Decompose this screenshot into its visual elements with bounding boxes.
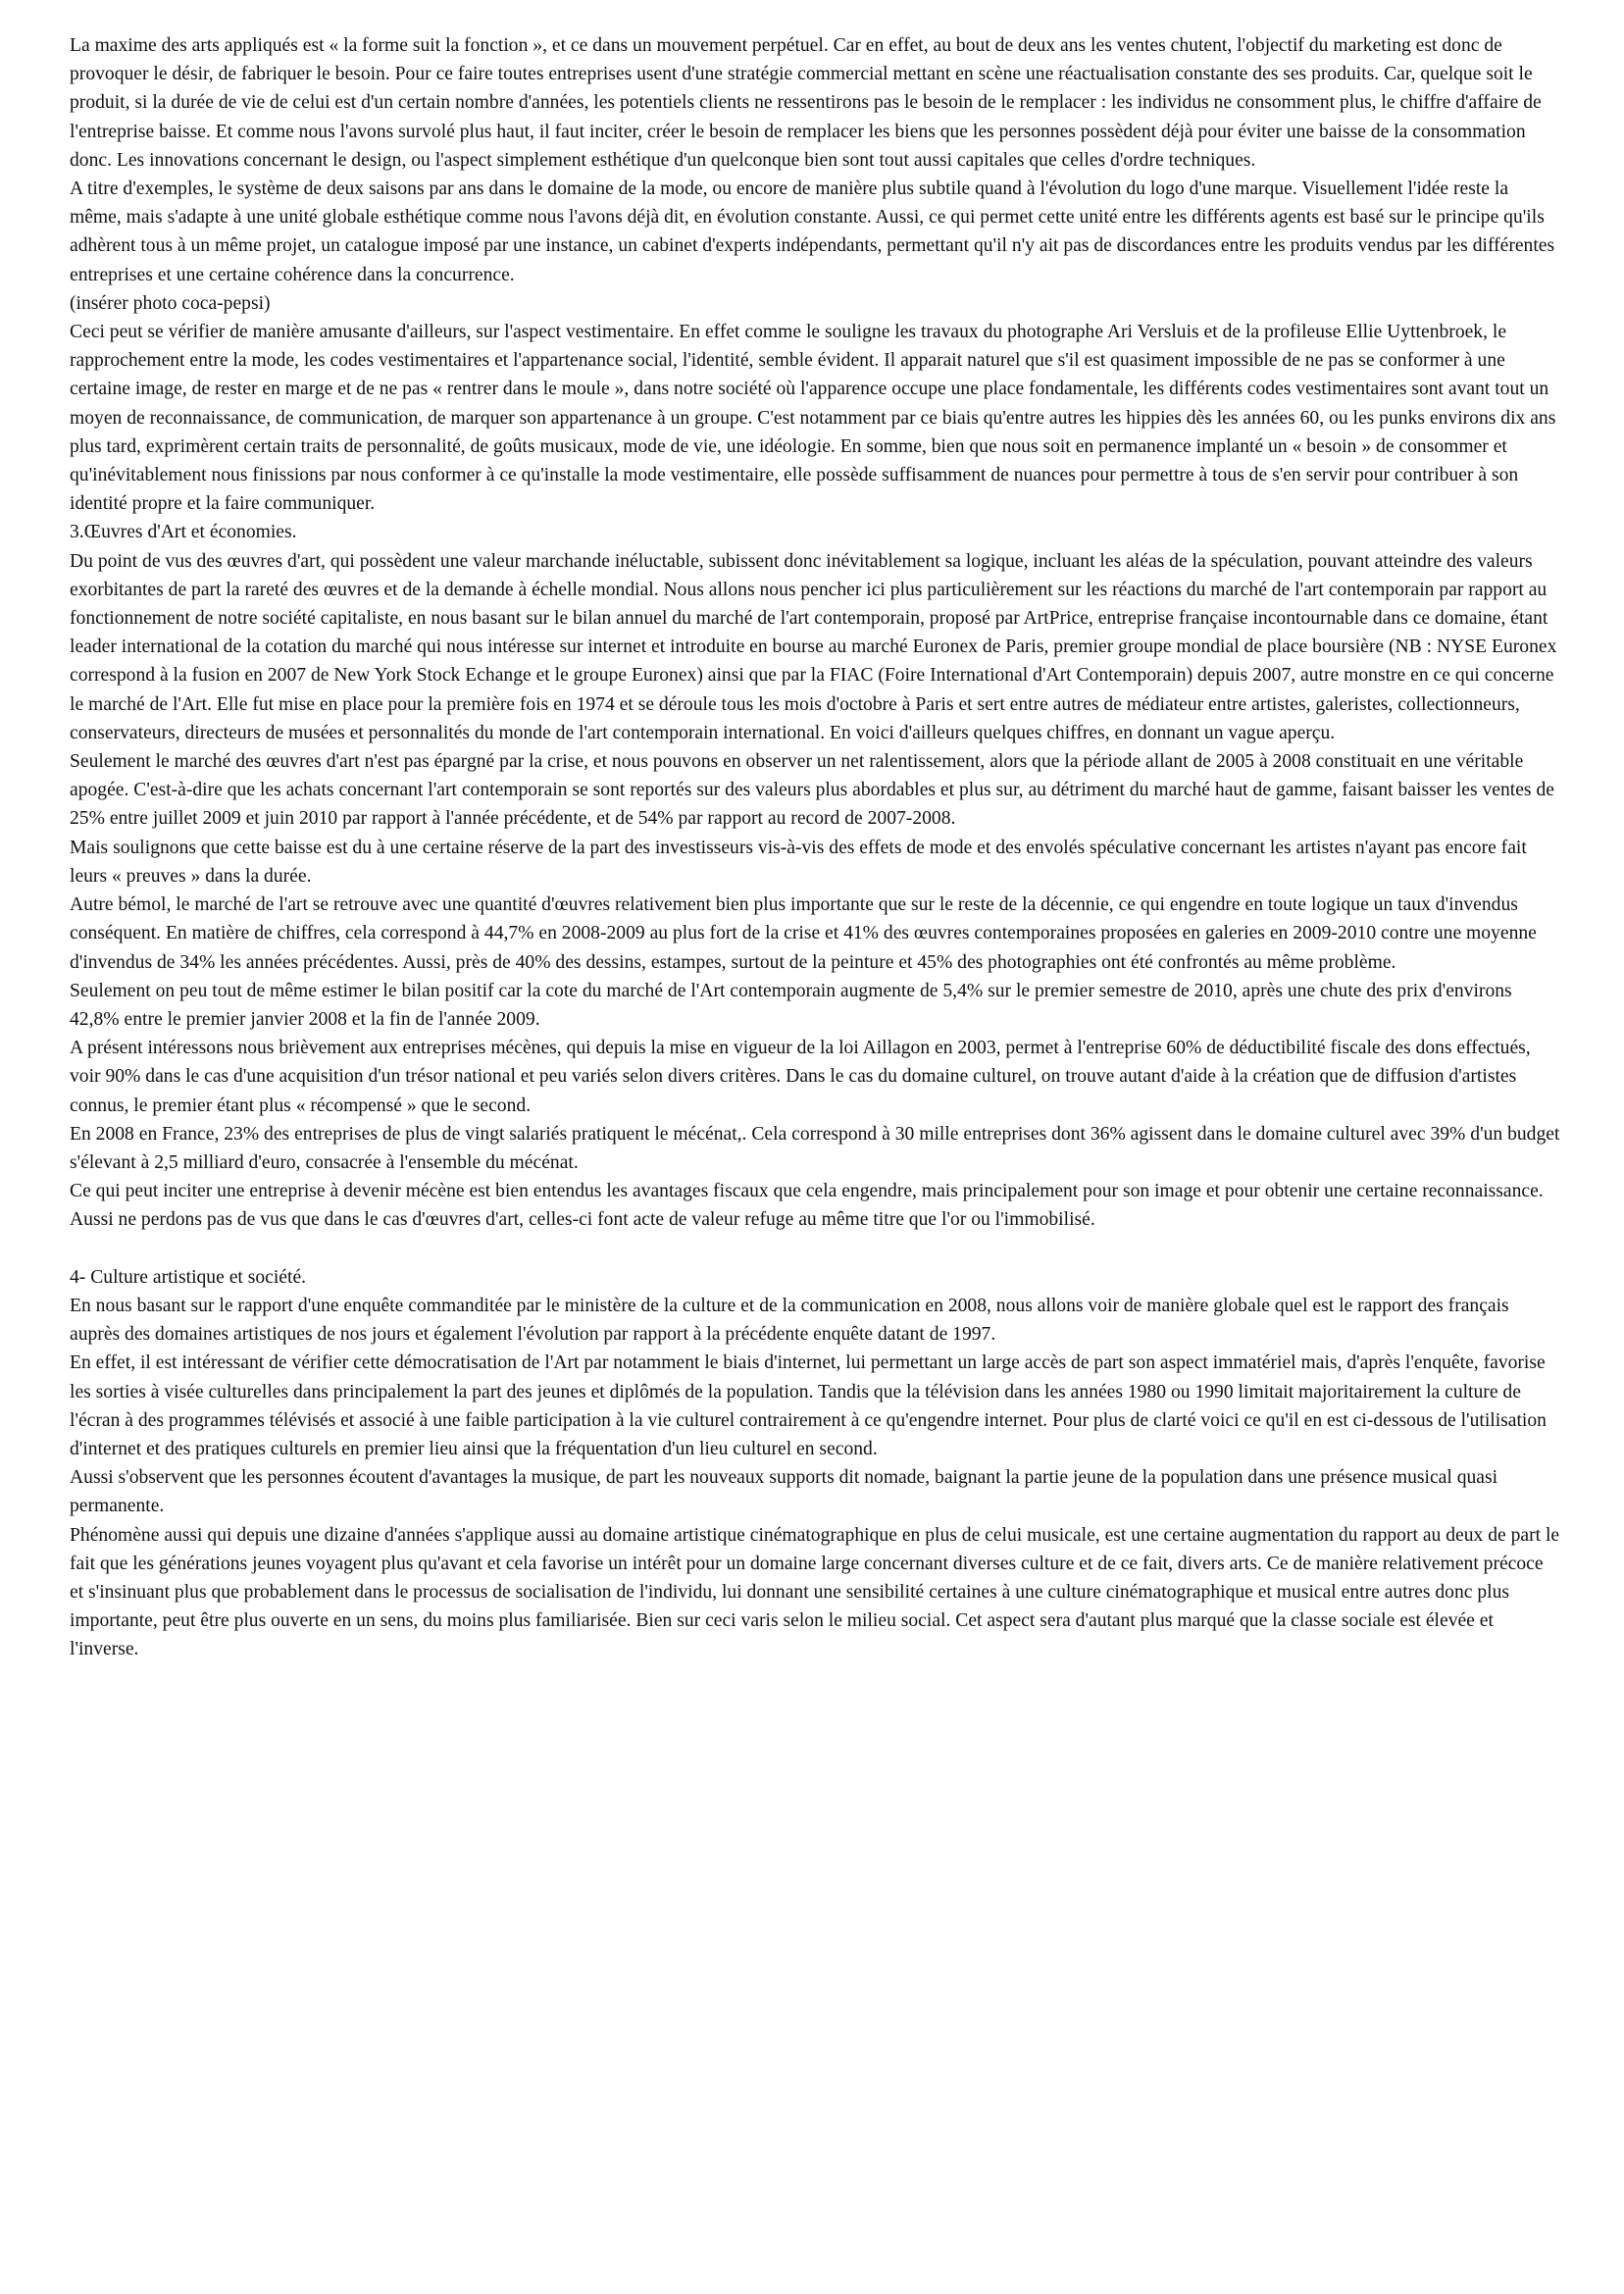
paragraph-design-innovation: La maxime des arts appliqués est « la forme suit la fonction », et ce dans un mouvement perpétuel. Car en effet, au bout de deux ans les ventes chutent, l'objectif du marketing est donc de provoquer le désir, de fabriquer le besoin. Pour ce faire toutes entreprises usent d'une stratégie commercial mettant en scène une réactualisation constante des ses produits. Car, quelque soit le produit, si la durée de vie de celui est d'un certain nombre d'années, les potentiels clients ne ressentirons pas le besoin de le remplacer : les individus ne consomment plus, le chiffre d'affaire de l'entreprise baisse. Et comme nous l'avons survolé plus haut, il faut inciter, créer le besoin de remplacer les biens que les personnes possèdent déjà pour éviter une baisse de la consommation donc. Les innovations concernant le design, ou l'aspect simplement esthétique d'un quelconque bien sont tout aussi capitales que celles d'ordre techniques.: [70, 35, 1542, 171]
section-heading-art-economy: 3.Œuvres d'Art et économies.: [70, 522, 297, 543]
paragraph-unsold-works: Autre bémol, le marché de l'art se retrouve avec une quantité d'œuvres relativement bien plus importante que sur le reste de la décennie, ce qui engendre en toute logique un taux d'invendus conséquent. En matière de chiffres, cela correspond à 44,7% en 2008-2009 au plus fort de la crise et 41% des œuvres contemporaines proposées en galeries en 2009-2010 contre une moyenne d'invendus de 34% les années précédentes. Aussi, près de 40% des dessins, estampes, surtout de la peinture et 45% des photographies ont été confrontés au même problème.: [70, 894, 1537, 973]
paragraph-patronage-motives: Ce qui peut inciter une entreprise à devenir mécène est bien entendus les avantages fiscaux que cela engendre, mais principalement pour son image et pour obtenir une certaine reconnaissance. Aussi ne perdons pas de vus que dans le cas d'œuvres d'art, celles-ci font acte de valeur refuge au même titre que l'or ou l'immobilisé.: [70, 1181, 1544, 1231]
paragraph-clothing-codes: Ceci peut se vérifier de manière amusante d'ailleurs, sur l'aspect vestimentaire. En effet comme le souligne les travaux du photographe Ari Versluis et de la profileuse Ellie Uyttenbroek, le rapprochement entre la mode, les codes vestimentaires et l'appartenance social, l'identité, semble évident. Il apparait naturel que s'il est quasiment impossible de ne pas se conformer à une certaine image, de rester en marge et de ne pas « rentrer dans le moule », dans notre société où l'apparence occupe une place fondamentale, les différents codes vestimentaires sont avant tout un moyen de reconnaissance, de communication, de marquer son appartenance à un groupe. C'est notamment par ce biais qu'entre autres les hippies dès les années 60, ou les punks environs dix ans plus tard, exprimèrent certain traits de personnalité, de goûts musicaux, mode de vie, une idéologie. En somme, bien que nous soit en permanence implanté un « besoin » de consommer et qu'inévitablement nous finissions par nous conformer à ce qu'installe la mode vestimentaire, elle possède suffisamment de nuances pour permettre à tous de s'en servir pour contribuer à son identité propre et la faire communiquer.: [70, 322, 1556, 515]
paragraph-patronage-law: A présent intéressons nous brièvement aux entreprises mécènes, qui depuis la mise en vigueur de la loi Aillagon en 2003, permet à l'entreprise 60% de déductibilité fiscale des dons effectués, voir 90% dans le cas d'une acquisition d'un trésor national et peu variés selon divers critères. Dans le cas du domaine culturel, on trouve autant d'aide à la création que de diffusion d'artistes connus, le premier étant plus « récompensé » que le second.: [70, 1038, 1531, 1116]
paragraph-music-listening: Aussi s'observent que les personnes écoutent d'avantages la musique, de part les nouveaux supports dit nomade, baignant la partie jeune de la population dans une présence musical quasi permanente.: [70, 1467, 1498, 1517]
paragraph-internet-democratisation: En effet, il est intéressant de vérifier cette démocratisation de l'Art par notamment le biais d'internet, lui permettant un large accès de part son aspect immatériel mais, d'après l'enquête, favorise les sorties à visée culturelles dans principalement la part des jeunes et diplômés de la population. Tandis que la télévision dans les années 1980 ou 1990 limitait majoritairement la culture de l'écran à des programmes télévisés et associé à une faible participation à la vie culturel contrairement à ce qu'engendre internet. Pour plus de clarté voici ce qu'il en est ci-dessous de l'utilisation d'internet et des pratiques culturels en premier lieu ainsi que la fréquentation d'un lieu culturel en second.: [70, 1352, 1547, 1459]
blank-line: [70, 1235, 1560, 1263]
paragraph-patronage-stats: En 2008 en France, 23% des entreprises de plus de vingt salariés pratiquent le mécénat,. Cela correspond à 30 mille entreprises dont 36% agissent dans le domaine culturel avec 39% d'un budget s'élevant à 2,5 milliard d'euro, consacrée à l'ensemble du mécénat.: [70, 1123, 1560, 1173]
paragraph-cinema-travel: Phénomène aussi qui depuis une dizaine d'années s'applique aussi au domaine artistique cinématographique en plus de celui musicale, est une certaine augmentation du rapport au deux de part le fait que les générations jeunes voyagent plus qu'avant et cela favorise un intérêt pour un domaine large concernant diverses culture et de ce fait, divers arts. Ce de manière relativement précoce et s'insinuant plus que probablement dans le processus de socialisation de l'individu, lui donnant une sensibilité certaines à une culture cinématographique et musical entre autres donc plus importante, peut être plus ouverte en un sens, du moins plus familiarisée. Bien sur ceci varis selon le milieu social. Cet aspect sera d'autant plus marqué que la classe sociale est élevée et l'inverse.: [70, 1524, 1560, 1660]
paragraph-survey-intro: En nous basant sur le rapport d'une enquête commanditée par le ministère de la culture et de la communication en 2008, nous allons voir de manière globale quel est le rapport des français auprès des domaines artistiques de nos jours et également l'évolution par rapport à la précédente enquête datant de 1997.: [70, 1295, 1509, 1346]
image-placeholder-note: (insérer photo coca-pepsi): [70, 292, 271, 314]
section-heading-culture-society: 4- Culture artistique et société.: [70, 1266, 307, 1288]
paragraph-investor-reserve: Mais soulignons que cette baisse est du à une certaine réserve de la part des investisseurs vis-à-vis des effets de mode et des envolés spéculative concernant les artistes n'ayant pas encore fait leurs « preuves » dans la durée.: [70, 837, 1527, 887]
paragraph-positive-outlook: Seulement on peu tout de même estimer le bilan positif car la cote du marché de l'Art contemporain augmente de 5,4% sur le premier semestre de 2010, après une chute des prix d'environs 42,8% entre le premier janvier 2008 et la fin de l'année 2009.: [70, 980, 1512, 1030]
paragraph-crisis-slowdown: Seulement le marché des œuvres d'art n'est pas épargné par la crise, et nous pouvons en observer un net ralentissement, alors que la période allant de 2005 à 2008 constituait en une véritable apogée. C'est-à-dire que les achats concernant l'art contemporain se sont reportés sur des valeurs plus abordables et plus sur, au détriment du marché haut de gamme, faisant baisser les ventes de 25% entre juillet 2009 et juin 2010 par rapport à l'année précédente, et de 54% par rapport au record de 2007-2008.: [70, 751, 1554, 830]
document-body: [70, 31, 1560, 1664]
paragraph-art-market: Du point de vus des œuvres d'art, qui possèdent une valeur marchande inéluctable, subissent donc inévitablement sa logique, incluant les aléas de la spéculation, pouvant atteindre des valeurs exorbitantes de part la rareté des œuvres et de la demande à échelle mondial. Nous allons nous pencher ici plus particulièrement sur les réactions du marché de l'art contemporain par rapport au fonctionnement de notre société capitaliste, en nous basant sur le bilan annuel du marché de l'art contemporain, proposé par ArtPrice, entreprise française incontournable dans ce domaine, étant leader international de la cotation du marché qui nous intéresse sur internet et introduite en bourse au marché Euronex de Paris, premier groupe mondial de place boursière (NB : NYSE Euronex correspond à la fusion en 2007 de New York Stock Echange et le groupe Euronex) ainsi que par la FIAC (Foire International d'Art Contemporain) depuis 2007, autre monstre en ce qui concerne le marché de l'Art. Elle fut mise en place pour la première fois en 1974 et se déroule tous les mois d'octobre à Paris et sert entre autres de médiateur entre artistes, galeristes, collectionneurs, conservateurs, directeurs de musées et personnalités du monde de l'art contemporain international. En voici d'ailleurs quelques chiffres, en donnant un vague aperçu.: [70, 550, 1557, 743]
paragraph-fashion-seasons: A titre d'exemples, le système de deux saisons par ans dans le domaine de la mode, ou encore de manière plus subtile quand à l'évolution du logo d'une marque. Visuellement l'idée reste la même, mais s'adapte à une unité globale esthétique comme nous l'avons déjà dit, en évolution constante. Aussi, ce qui permet cette unité entre les différents agents est basé sur le principe qu'ils adhèrent tous à un même projet, un catalogue imposé par une instance, un cabinet d'experts indépendants, permettant qu'il n'y ait pas de discordances entre les produits vendus par les différentes entreprises et une certaine cohérence dans la concurrence.: [70, 178, 1555, 285]
